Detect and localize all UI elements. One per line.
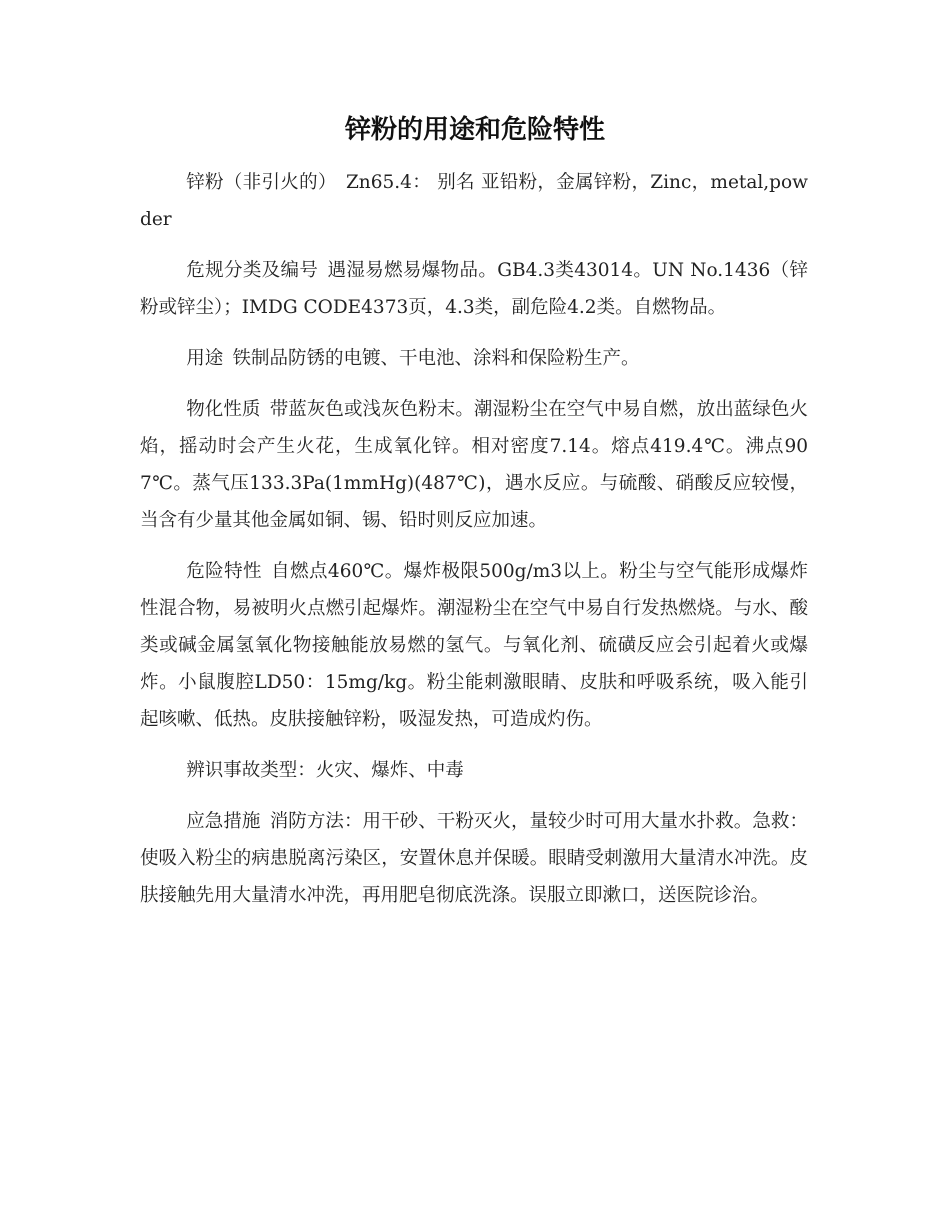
paragraph-properties [140,391,808,539]
paragraph-emergency [140,803,808,914]
paragraph-text: 遇湿易燃易爆物品。GB4.3类43014。UN No.1436（锌粉或锌尘）；IMDG CODE4373页，4.3类，副危险4.2类。自燃物品。 [140,260,808,318]
paragraph-lead: 物化性质 [186,399,261,420]
paragraph-usage [140,340,808,377]
paragraph-text: 自燃点460℃。爆炸极限500g/m3以上。粉尘与空气能形成爆炸性混合物，易被明火点燃引起爆炸。潮湿粉尘在空气中易自行发热燃烧。与水、酸类或碱金属氢氧化物接触能放易燃的氢气。与氧化剂、硫磺反应会引起着火或爆炸。小鼠腹腔LD50：15mg/kg。粉尘能刺激眼睛、皮肤和呼吸系统，吸入能引起咳嗽、低热。皮肤接触锌粉，吸湿发热，可造成灼伤。 [140,561,808,730]
paragraph-accident-types [140,752,808,789]
paragraph-hazards [140,553,808,738]
paragraph-text: 铁制品防锈的电镀、干电池、涂料和保险粉生产。 [232,348,640,369]
paragraph-text: 火灾、爆炸、中毒 [315,760,464,781]
paragraph-lead: 辨识事故类型： [186,760,316,781]
paragraph-lead: 危险特性 [186,561,262,582]
document-title: 锌粉的用途和危险特性 [344,115,605,145]
paragraph-classification [140,252,808,326]
paragraph-lead: 应急措施 [186,811,261,832]
paragraph-text: 消防方法：用干砂、干粉灭火，量较少时可用大量水扑救。急救：使吸入粉尘的病患脱离污染区，安置休息并保暖。眼睛受刺激用大量清水冲洗。皮肤接触先用大量清水冲洗，再用肥皂彻底洗涤。误服立即漱口，送医院诊治。 [140,811,808,906]
paragraph-lead: 危规分类及编号 [186,260,319,281]
paragraph-lead: 用途 [186,348,224,369]
document-body [140,164,808,928]
paragraph-text: Zn65.4： 别名 亚铅粉，金属锌粉，Zinc，metal,powder [140,172,808,230]
paragraph-lead: 锌粉（非引火的） [186,172,337,193]
paragraph-text: 带蓝灰色或浅灰色粉末。潮湿粉尘在空气中易自燃，放出蓝绿色火焰，摇动时会产生火花，生成氧化锌。相对密度7.14。熔点419.4℃。沸点907℃。蒸气压133.3Pa(1mmHg)(487℃)，遇水反应。与硫酸、硝酸反应较慢，当含有少量其他金属如铜、锡、铅时则反应加速。 [140,399,808,531]
paragraph-zinc-name [140,164,808,238]
